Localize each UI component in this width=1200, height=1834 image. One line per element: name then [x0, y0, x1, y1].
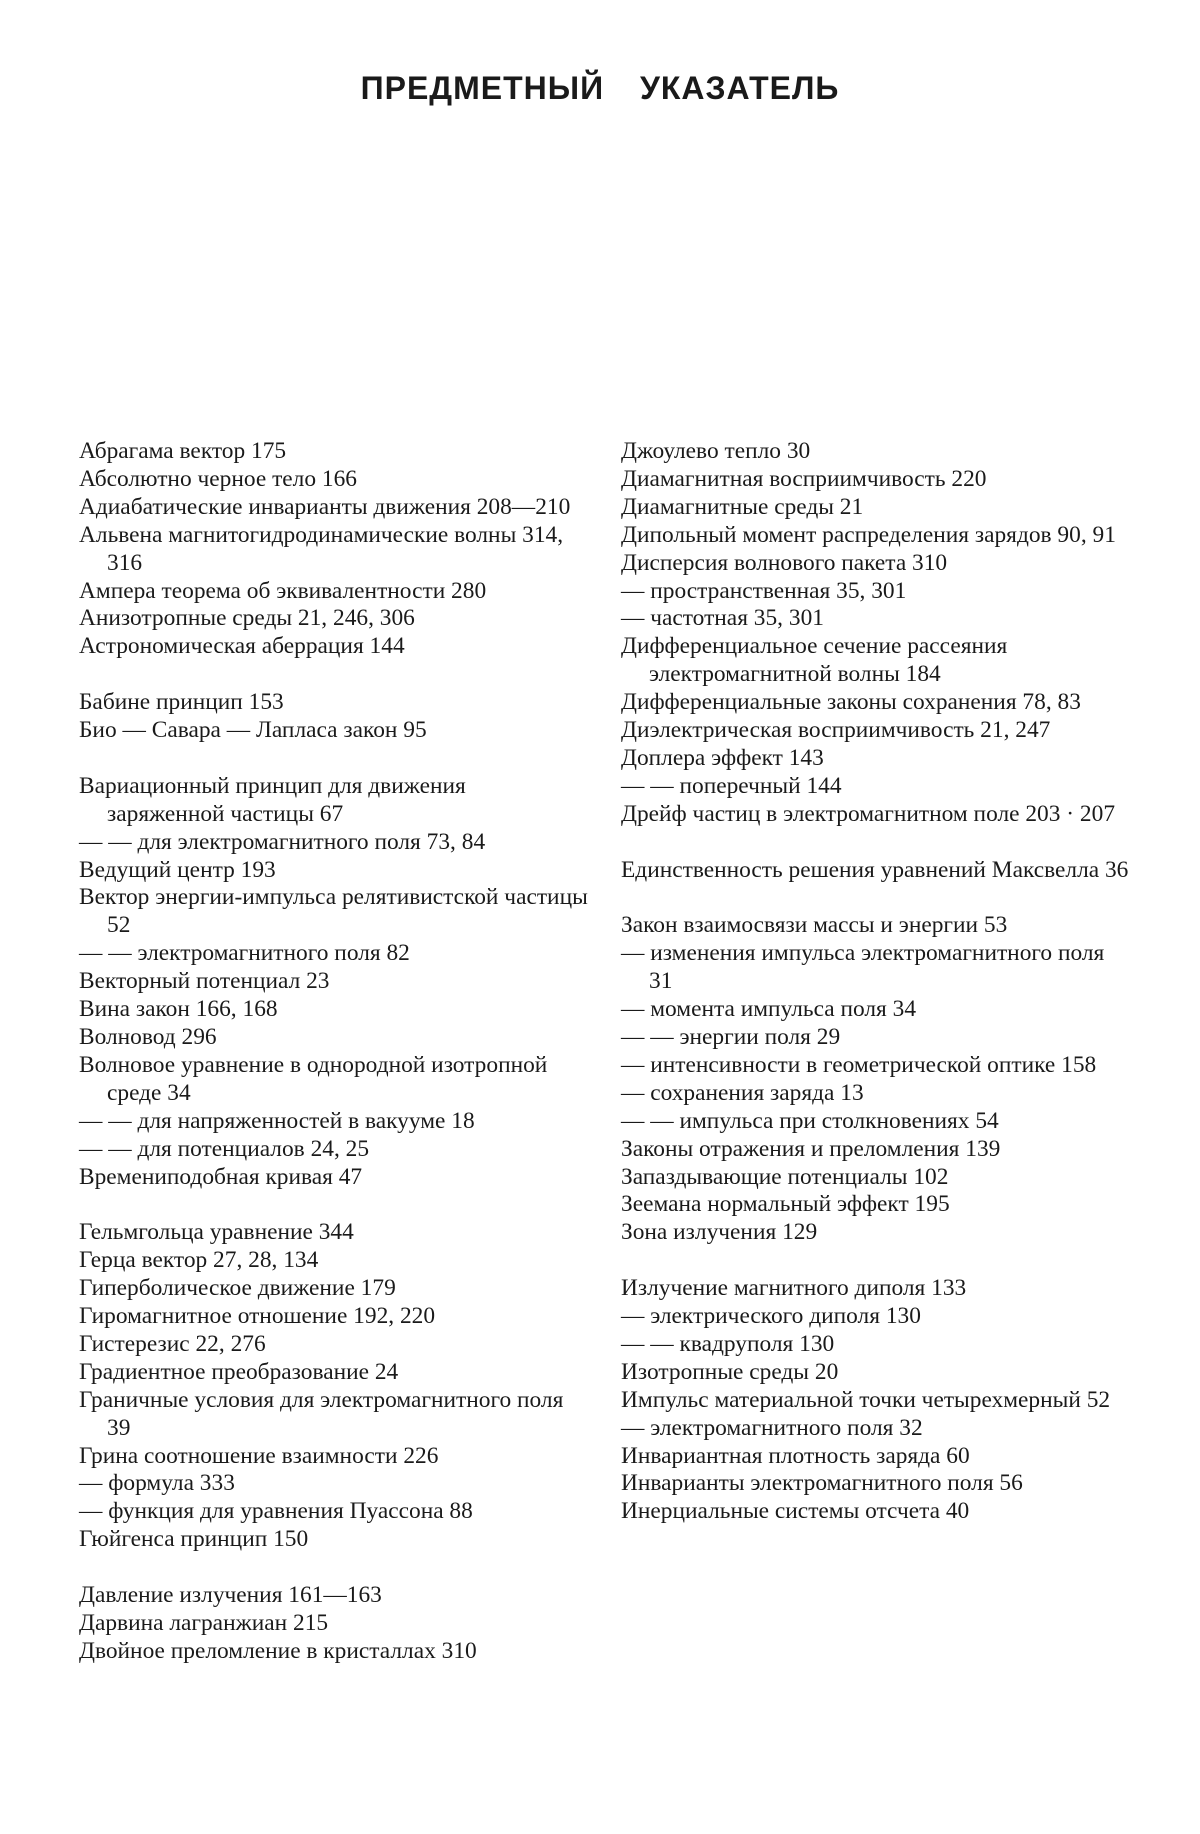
- index-entry: Гистерезис 22, 276: [79, 1330, 266, 1357]
- index-entry: — — квадруполя 130: [621, 1330, 835, 1357]
- index-entry: Грина соотношение взаимности 226: [79, 1442, 439, 1469]
- index-entry: Закон взаимосвязи массы и энергии 53: [621, 912, 1008, 939]
- index-entry: Зеемана нормальный эффект 195: [621, 1191, 950, 1218]
- index-entry: Волновод 296: [79, 1024, 217, 1050]
- index-entry: Абрагама вектор 175: [79, 438, 287, 464]
- index-entry: — — для электромагнитного поля 73, 84: [79, 828, 486, 855]
- index-entry: Дифференциальные законы сохранения 78, 83: [621, 689, 1081, 716]
- index-entry: Вариационный принцип для движения заряженной частицы 67: [79, 772, 466, 827]
- index-entry: Дисперсия волнового пакета 310: [621, 549, 948, 576]
- index-entry: Единственность решения уравнений Максвелла 36: [621, 856, 1129, 883]
- index-entry: — — электромагнитного поля 82: [79, 940, 410, 967]
- index-column-left: [79, 438, 589, 1666]
- letter-group-i: [621, 1275, 1131, 1526]
- index-entry: Вина закон 166, 168: [79, 996, 278, 1023]
- index-entry: Адиабатические инварианты движения 208—210: [79, 493, 571, 520]
- index-entry: — частотная 35, 301: [621, 605, 824, 632]
- index-entry: — электромагнитного поля 32: [621, 1414, 923, 1441]
- letter-group-d-continued: [621, 438, 1131, 829]
- index-entry: — электрического диполя 130: [621, 1303, 921, 1330]
- index-entry: Диамагнитная восприимчивость 220: [621, 465, 987, 492]
- index-entry: Диамагнитные среды 21: [621, 493, 864, 520]
- index-entry: Джоулево тепло 30: [621, 438, 811, 464]
- index-entry: Дифференциальное сечение рассеяния электромагнитной волны 184: [621, 633, 1008, 688]
- index-entry: Волновое уравнение в однородной изотропной среде 34: [79, 1051, 548, 1106]
- letter-group-z: [621, 912, 1131, 1247]
- letter-group-g: [79, 1219, 589, 1554]
- index-entry: Ампера теорема об эквивалентности 280: [79, 577, 487, 604]
- index-entry: Ведущий центр 193: [79, 856, 276, 883]
- index-entry: Дрейф частиц в электромагнитном поле 203 · 207: [621, 800, 1116, 827]
- index-entry: Абсолютно черное тело 166: [79, 465, 357, 492]
- index-entry: Давление излучения 161—163: [79, 1582, 382, 1609]
- index-entry: Зона излучения 129: [621, 1219, 818, 1246]
- index-entry: Вектор энергии-импульса релятивистской частицы 52: [79, 884, 588, 939]
- index-entry: Бабине принцип 153: [79, 689, 284, 716]
- index-column-right: [621, 438, 1131, 1526]
- index-entry: Гиперболическое движение 179: [79, 1275, 396, 1302]
- index-entry: Доплера эффект 143: [621, 744, 824, 771]
- index-entry: — формула 333: [79, 1470, 235, 1497]
- index-entry: Гельмгольца уравнение 344: [79, 1219, 354, 1246]
- index-entry: Изотропные среды 20: [621, 1358, 839, 1385]
- index-entry: Законы отражения и преломления 139: [621, 1135, 1001, 1162]
- index-entry: Инерциальные системы отсчета 40: [621, 1498, 970, 1525]
- index-entry: Диэлектрическая восприимчивость 21, 247: [621, 717, 1051, 744]
- index-entry: Времениподобная кривая 47: [79, 1163, 363, 1190]
- index-entry: Граничные условия для электромагнитного поля 39: [79, 1386, 564, 1441]
- index-entry: — — для напряженностей в вакууме 18: [79, 1107, 475, 1134]
- index-entry: — интенсивности в геометрической оптике 158: [621, 1051, 1097, 1078]
- index-entry: Векторный потенциал 23: [79, 968, 330, 995]
- index-entry: Инварианты электромагнитного поля 56: [621, 1470, 1023, 1497]
- index-entry: Альвена магнитогидродинамические волны 314, 316: [79, 521, 564, 576]
- index-entry: — изменения импульса электромагнитного поля 31: [621, 940, 1105, 995]
- index-entry: Запаздывающие потенциалы 102: [621, 1163, 949, 1190]
- index-entry: Астрономическая аберрация 144: [79, 633, 405, 660]
- index-entry: — момента импульса поля 34: [621, 996, 917, 1023]
- index-entry: — функция для уравнения Пуассона 88: [79, 1498, 473, 1525]
- index-entry: Гюйгенса принцип 150: [79, 1526, 309, 1553]
- index-entry: Гиромагнитное отношение 192, 220: [79, 1303, 436, 1330]
- index-entry: Анизотропные среды 21, 246, 306: [79, 605, 415, 632]
- index-entry: — — импульса при столкновениях 54: [621, 1107, 999, 1134]
- index-entry: Герца вектор 27, 28, 134: [79, 1247, 319, 1274]
- index-entry: Дипольный момент распределения зарядов 90, 91: [621, 521, 1116, 548]
- index-entry: — — для потенциалов 24, 25: [79, 1135, 370, 1162]
- letter-group-b: [79, 689, 589, 745]
- letter-group-d: [79, 1582, 589, 1666]
- index-entry: Двойное преломление в кристаллах 310: [79, 1637, 477, 1664]
- index-entry: — сохранения заряда 13: [621, 1079, 864, 1106]
- page-title: ПРЕДМЕТНЫЙ УКАЗАТЕЛЬ: [360, 70, 840, 106]
- letter-group-v: [79, 773, 589, 1192]
- letter-group-e: [621, 857, 1131, 885]
- index-entry: Импульс материальной точки четырехмерный 52: [621, 1386, 1111, 1413]
- index-entry: — — поперечный 144: [621, 772, 842, 799]
- index-entry: — пространственная 35, 301: [621, 577, 907, 604]
- index-entry: Дарвина лагранжиан 215: [79, 1610, 329, 1636]
- index-entry: Излучение магнитного диполя 133: [621, 1275, 967, 1302]
- index-entry: Био — Савара — Лапласа закон 95: [79, 717, 427, 744]
- index-entry: Инвариантная плотность заряда 60: [621, 1442, 970, 1469]
- letter-group-a: [79, 438, 589, 661]
- index-entry: Градиентное преобразование 24: [79, 1358, 399, 1385]
- index-entry: — — энергии поля 29: [621, 1024, 841, 1050]
